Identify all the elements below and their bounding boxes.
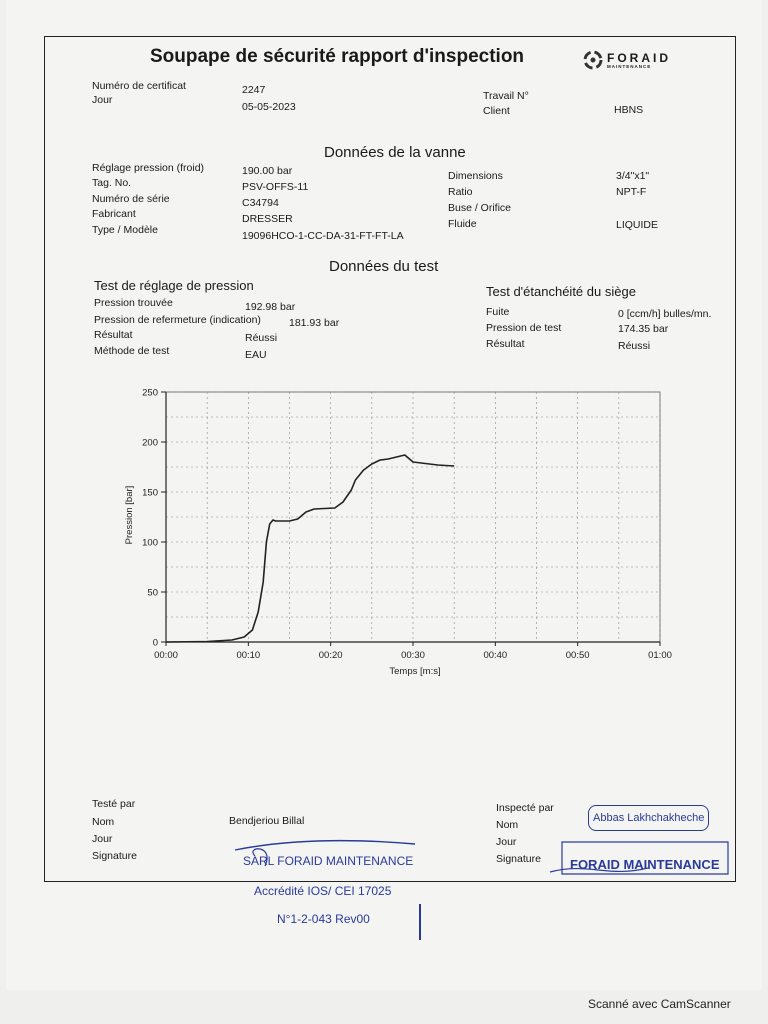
y-tick-label: 50 [147,587,158,599]
test-heading: Données du test [329,258,439,275]
result-value: Réussi [245,332,278,344]
x-axis-label: Temps [m:s] [389,666,441,677]
y-tick-label: 0 [152,637,158,649]
y-tick-label: 250 [142,387,158,399]
test-pressure-value: 174.35 bar [618,323,669,335]
seat-result-label: Résultat [486,338,525,350]
inspected-sig-label: Signature [496,853,541,865]
valve-right-value-3: LIQUIDE [616,219,659,231]
logo-text: FORAID [607,50,671,65]
valve-label-0: Réglage pression (froid) [92,162,205,174]
day-value: 05-05-2023 [242,101,296,113]
camscanner-watermark: Scanné avec CamScanner [588,997,731,1011]
inspected-signature-stroke [548,838,738,880]
x-tick-label: 00:40 [483,650,508,661]
pen-mark [419,904,421,940]
valve-value-3: DRESSER [242,213,293,225]
set-pressure-heading: Test de réglage de pression [94,278,254,293]
x-tick-label: 00:10 [236,650,261,661]
client-label: Client [483,105,510,117]
found-value: 192.98 bar [245,301,296,313]
inspected-name-stamp [588,805,709,831]
tested-name-label: Nom [92,816,115,828]
inspected-stamp: FORAID MAINTENANCE [570,857,720,872]
inspected-by-heading: Inspecté par [496,802,554,814]
valve-right-label-1: Ratio [448,186,473,198]
inspected-name-value: Abbas Lakhchakheche [593,812,705,824]
y-tick-label: 100 [142,537,158,549]
cert-label: Numéro de certificat [92,80,186,92]
valve-label-1: Tag. No. [92,177,132,189]
x-tick-label: 00:20 [318,650,343,661]
tested-sig-label: Signature [92,850,137,862]
x-tick-label: 01:00 [648,650,672,661]
found-label: Pression trouvée [94,297,173,309]
cert-value: 2247 [242,84,266,96]
valve-label-4: Type / Modèle [92,224,158,236]
method-label: Méthode de test [94,345,170,357]
valve-value-0: 190.00 bar [242,165,293,177]
x-tick-label: 00:00 [154,650,178,661]
job-label: Travail N° [483,90,529,102]
accreditation-text: Accrédité IOS/ CEI 17025 [254,884,392,898]
pressure-series-line [166,455,454,642]
valve-value-4: 19096HCO-1-CC-DA-31-FT-FT-LA [242,230,404,242]
y-tick-label: 200 [142,437,158,449]
inspected-day-label: Jour [496,836,517,848]
y-axis-label: Pression [bar] [124,485,135,545]
test-pressure-label: Pression de test [486,322,562,334]
day-label: Jour [92,94,113,106]
valve-label-2: Numéro de série [92,193,170,205]
leak-value: 0 [ccm/h] bulles/mn. [618,308,712,320]
valve-right-label-3: Fluide [448,218,477,230]
result-label: Résultat [94,329,133,341]
tested-signature-stroke [225,836,425,876]
foraid-logo-icon [583,50,603,70]
logo-subtext: MAINTENANCE [607,63,652,69]
x-tick-label: 00:30 [401,650,425,661]
method-value: EAU [245,349,267,361]
valve-right-label-2: Buse / Orifice [448,202,512,214]
valve-right-value-1: NPT-F [616,186,647,198]
y-tick-label: 150 [142,487,158,499]
valve-heading: Données de la vanne [324,144,466,161]
tested-day-label: Jour [92,833,113,845]
valve-value-1: PSV-OFFS-11 [242,181,309,193]
reclose-label: Pression de refermeture (indication) [94,314,261,326]
company-logo [583,50,671,70]
valve-right-label-0: Dimensions [448,170,503,182]
leak-label: Fuite [486,306,510,318]
seat-test-heading: Test d'étanchéité du siège [486,284,636,299]
client-value: HBNS [614,104,644,116]
reclose-value: 181.93 bar [289,317,340,329]
tested-by-heading: Testé par [92,798,136,810]
tested-stamp: SARL FORAID MAINTENANCE [243,854,414,868]
tested-name-value: Bendjeriou Billal [229,815,305,827]
valve-value-2: C34794 [242,197,279,209]
seat-result-value: Réussi [618,340,651,352]
report-title: Soupape de sécurité rapport d'inspection [150,46,525,67]
valve-label-3: Fabricant [92,208,136,220]
inspected-name-label: Nom [496,819,519,831]
reference-number: N°1-2-043 Rev00 [277,912,370,926]
valve-right-value-0: 3/4"x1" [616,170,650,182]
pressure-chart [110,380,690,680]
x-tick-label: 00:50 [565,650,590,661]
